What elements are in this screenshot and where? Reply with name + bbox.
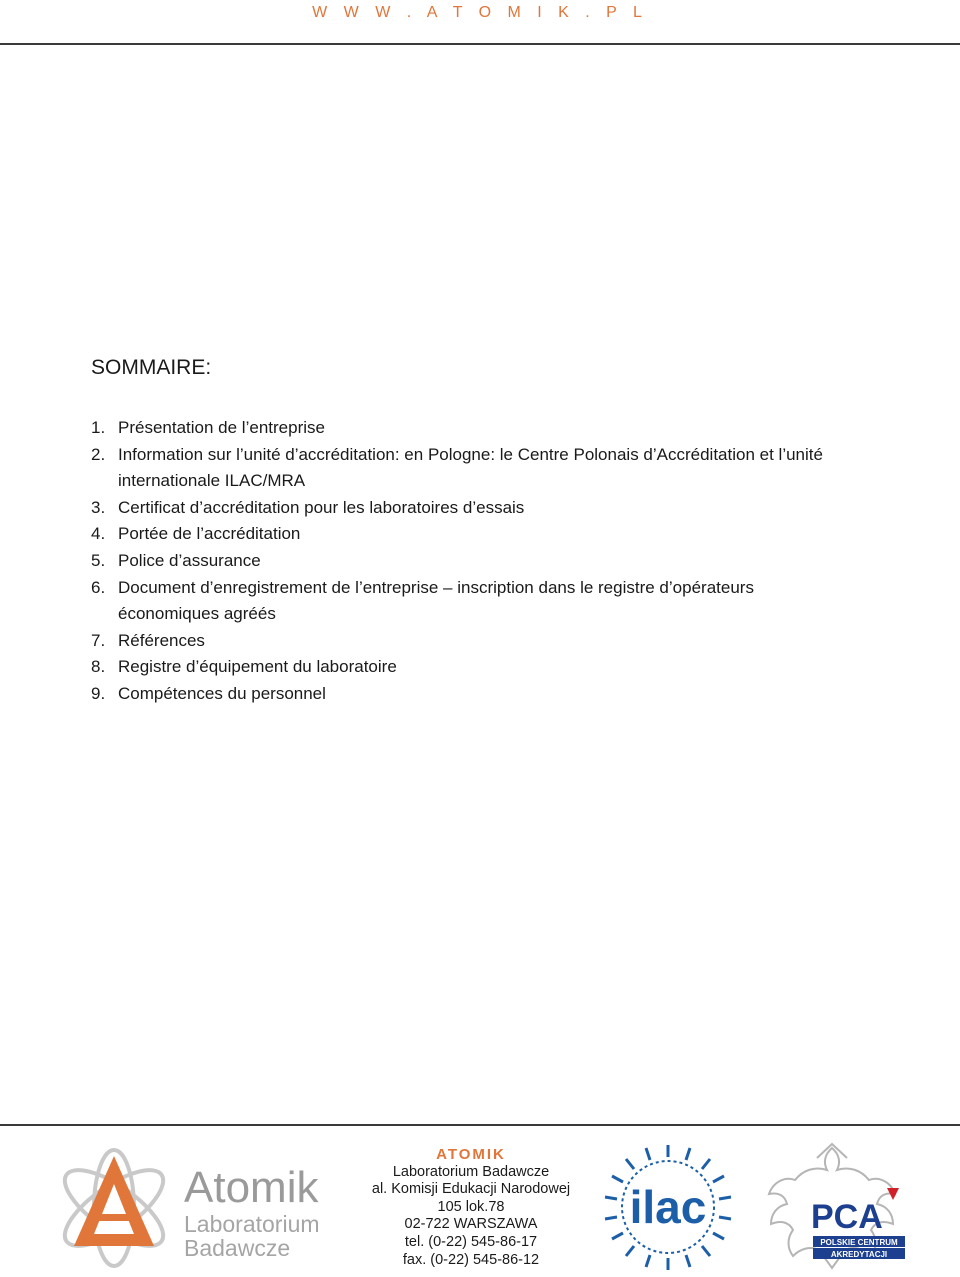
contact-address: 105 lok.78: [437, 1198, 505, 1215]
toc-item: [91, 654, 831, 681]
toc-item-number: 4.: [91, 524, 106, 544]
toc-item-text: Références: [118, 630, 205, 650]
toc-item: [91, 415, 831, 442]
toc-item: [91, 521, 831, 548]
toc-item: [91, 495, 831, 522]
ilac-logo: [598, 1140, 738, 1275]
toc-item-number: 7.: [91, 630, 106, 650]
toc-item: [91, 628, 831, 655]
toc-item-number: 9.: [91, 683, 106, 703]
atomik-logo-line1: Laboratorium: [184, 1211, 320, 1237]
table-of-contents: [91, 415, 831, 708]
toc-item: [91, 548, 831, 575]
ilac-logo-text: ilac: [629, 1181, 707, 1233]
toc-item-number: 3.: [91, 497, 106, 517]
contact-address: al. Komisji Edukacji Narodowej: [371, 1181, 571, 1198]
contact-city: 02-722 WARSZAWA: [404, 1216, 538, 1233]
atomik-logo-line2: Badawcze: [184, 1235, 291, 1261]
toc-item-text: Certificat d’accréditation pour les laboratoires d’essais: [118, 497, 525, 517]
toc-item-number: 1.: [91, 418, 106, 437]
toc-item-text: Présentation de l’entreprise: [118, 418, 325, 437]
pca-logo-sub1: POLSKIE CENTRUM: [820, 1238, 898, 1247]
document-title: SOMMAIRE:: [91, 356, 212, 379]
pca-logo: [755, 1140, 910, 1275]
toc-item-number: 5.: [91, 550, 106, 570]
toc-item-text: Portée de l’accréditation: [118, 524, 301, 544]
pca-logo-text: PCA: [811, 1198, 883, 1236]
toc-item-text: Police d’assurance: [118, 550, 261, 570]
toc-item: [91, 575, 831, 628]
contact-fax: fax. (0-22) 545-86-12: [402, 1251, 540, 1268]
toc-item-text: Document d’enregistrement de l’entreprise – inscription dans le registre d’opérateurs économiques agréés: [118, 577, 754, 624]
footer-divider: [0, 1124, 960, 1126]
toc-item-text: Registre d’équipement du laboratoire: [118, 657, 397, 677]
pca-logo-sub2: AKREDYTACJI: [830, 1250, 888, 1259]
toc-item-number: 6.: [91, 577, 106, 597]
toc-item: [91, 442, 831, 495]
contact-phone[interactable]: tel. (0-22) 545-86-17: [404, 1233, 538, 1250]
atomik-logo-name: Atomik: [184, 1163, 319, 1212]
toc-item-text: Compétences du personnel: [118, 683, 326, 703]
toc-item: [91, 681, 831, 708]
contact-line: Laboratorium Badawcze: [392, 1163, 550, 1180]
contact-block: [356, 1146, 586, 1269]
header-divider: [0, 43, 960, 45]
toc-item-number: 2.: [91, 444, 106, 464]
toc-item-number: 8.: [91, 657, 106, 677]
site-url[interactable]: W W W . A T O M I K . P L: [312, 4, 648, 21]
contact-brand: ATOMIK: [436, 1146, 506, 1163]
toc-item-text: Information sur l’unité d’accréditation: en Pologne: le Centre Polonais d’Accréditation et l’unité internationale ILAC/MRA: [118, 444, 823, 491]
atomik-logo: [50, 1138, 350, 1273]
